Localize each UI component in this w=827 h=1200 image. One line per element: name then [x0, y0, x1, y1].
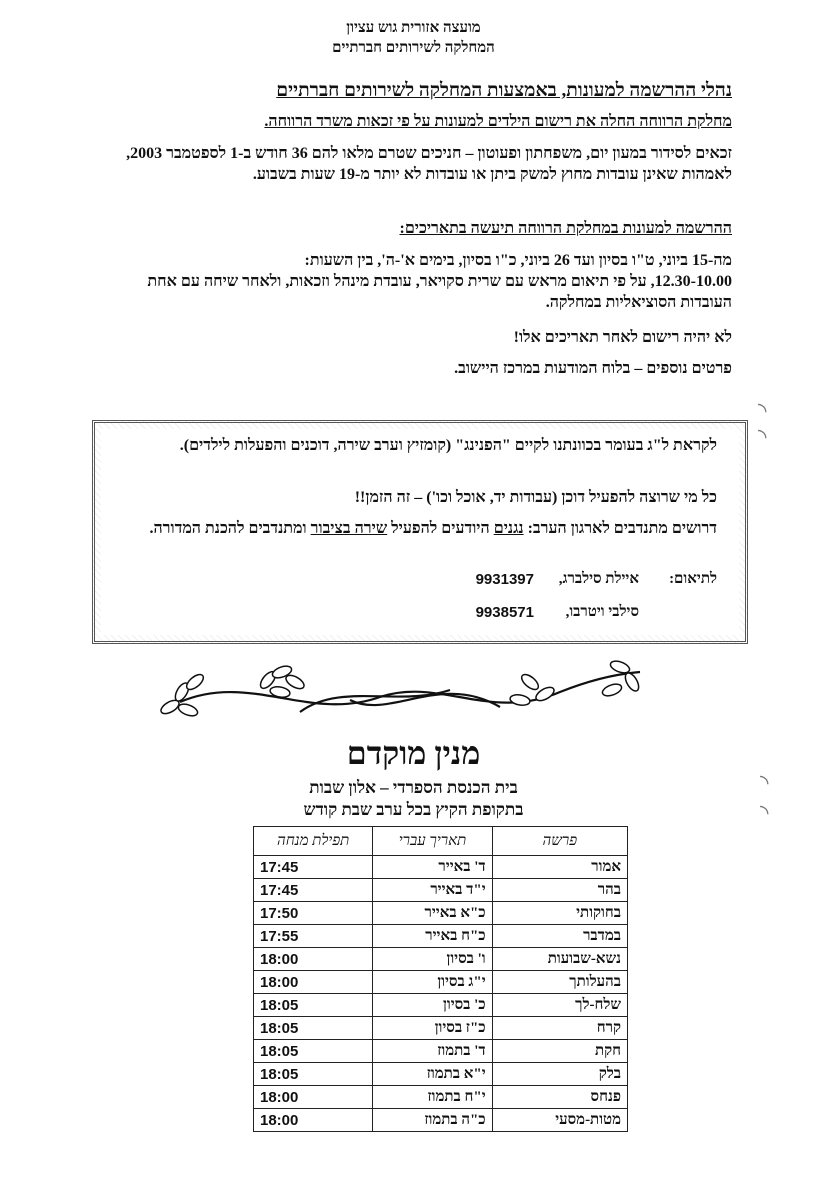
registration-dates: [92, 250, 732, 313]
table-row: [254, 971, 628, 994]
table-row: [254, 1040, 628, 1063]
volunteers-singing: שירה בציבור: [310, 520, 388, 537]
council-name: מועצה אזורית גוש עציון: [346, 20, 481, 36]
date-cell: כ"ה בתמוז: [373, 1109, 492, 1132]
time-cell: 18:05: [254, 1017, 373, 1040]
minyan-location: בית הכנסת הספרדי – אלון שבות: [309, 778, 518, 797]
time-cell: 17:55: [254, 925, 373, 948]
parsha-cell: נשא-שבועות: [492, 948, 627, 971]
minyan-schedule-table: [253, 826, 628, 1132]
time-cell: 18:00: [254, 971, 373, 994]
table-row: [254, 925, 628, 948]
table-row: [254, 1086, 628, 1109]
lag-baomer-notice-box: [92, 420, 748, 644]
date-cell: ד' בתמוז: [373, 1040, 492, 1063]
binder-hole-icon: ◝: [758, 398, 767, 423]
parsha-cell: פנחס: [492, 1086, 627, 1109]
contact-1-name: איילת סילברג,: [558, 571, 639, 587]
more-info-note: פרטים נוספים – בלוח המודעות במרכז היישוב.: [454, 360, 732, 377]
time-cell: 18:00: [254, 948, 373, 971]
volunteers-pre: דרושים מתנדבים לארגון הערב:: [523, 520, 717, 537]
intro-text: מחלקת הרווחה החלה את רישום הילדים למעונות על פי זכאות משרד הרווחה.: [264, 113, 732, 130]
stall-text: כל מי שרוצה להפעיל דוכן (עבודות יד, אוכל וכו') – זה הזמן!!: [354, 489, 717, 506]
binder-hole-icon: ◝: [758, 424, 767, 449]
date-cell: כ' בסיון: [373, 994, 492, 1017]
parsha-cell: מטות-מסעי: [492, 1109, 627, 1132]
contact-1-phone: 9931397: [475, 571, 534, 588]
minyan-title: מנין מוקדם: [346, 735, 481, 771]
table-row: [254, 879, 628, 902]
parsha-cell: שלח-לך: [492, 994, 627, 1017]
date-cell: ד' באייר: [373, 856, 492, 879]
time-cell: 18:05: [254, 994, 373, 1017]
notice-box-inner: [101, 429, 739, 635]
date-cell: י"ח בתמוז: [373, 1086, 492, 1109]
time-cell: 17:45: [254, 879, 373, 902]
volunteers-text: [107, 518, 717, 539]
date-cell: כ"ח באייר: [373, 925, 492, 948]
contact-2-name: סילבי ויטרבו,: [565, 604, 639, 620]
date-cell: י"א בתמוז: [373, 1063, 492, 1086]
parsha-cell: בהר: [492, 879, 627, 902]
volunteers-post: ומתנדבים להכנת המדורה.: [149, 520, 311, 537]
parsha-cell: בלק: [492, 1063, 627, 1086]
eligibility-text: זכאים לסידור במעון יום, משפחתון ופעוטון – חניכים שטרם מלאו להם 36 חודש ב-1 לספטמבר 2003, לאמהות שאינן עובדות מחוץ למשק ביתן או עובדות לא יותר מ-19 שעות בשבוע.: [126, 145, 732, 183]
time-cell: 18:05: [254, 1040, 373, 1063]
time-cell: 17:50: [254, 902, 373, 925]
parsha-cell: בהעלותך: [492, 971, 627, 994]
time-cell: 18:00: [254, 1109, 373, 1132]
department-name: המחלקה לשירותים חברתיים: [332, 40, 495, 56]
binder-hole-icon: ◝: [760, 770, 769, 795]
parsha-cell: בחוקותי: [492, 902, 627, 925]
volunteers-musicians: נגנים: [493, 520, 524, 537]
parsha-cell: חקת: [492, 1040, 627, 1063]
contact-2-phone: 9938571: [475, 604, 534, 621]
page-title: נהלי ההרשמה למעונות, באמצעות המחלקה לשירותים חברתיים: [276, 80, 732, 101]
lag-baomer-text: לקראת ל"ג בעומר בכוונתנו לקיים "הפנינג" (קומזיץ וערב שירה, דוכנים והפעלות לילדים).: [179, 437, 717, 454]
table-row: [254, 994, 628, 1017]
no-registration-note: לא יהיה רישום לאחר תאריכים אלו!: [513, 329, 732, 346]
time-cell: 18:05: [254, 1063, 373, 1086]
date-cell: ו' בסיון: [373, 948, 492, 971]
contact-label: לתיאום:: [669, 571, 717, 587]
header-mincha: תפילת מנחה: [254, 827, 373, 856]
volunteers-mid: היודעים להפעיל: [387, 520, 494, 537]
table-row: [254, 1063, 628, 1086]
registration-line-1: מה-15 ביוני, ט"ו בסיון ועד 26 ביוני, כ"ו בסיון, בימים א'-ה', בין השעות:: [304, 252, 732, 269]
time-cell: 18:00: [254, 1086, 373, 1109]
table-row: [254, 1017, 628, 1040]
table-row: [254, 1109, 628, 1132]
header: [0, 18, 827, 58]
registration-heading: ההרשמה למעונות במחלקת הרווחה תיעשה בתאריכים:: [399, 220, 732, 237]
time-cell: 17:45: [254, 856, 373, 879]
binder-hole-icon: ◝: [760, 800, 769, 825]
registration-line-2: 12.30-10.00, על פי תיאום מראש עם שרית סקויאר, עובדת מינהל וזכאות, ולאחר שיחה עם אחת העובדות הסוציאליות במחלקה.: [147, 273, 732, 311]
parsha-cell: במדבר: [492, 925, 627, 948]
table-row: [254, 948, 628, 971]
date-cell: כ"ז בסיון: [373, 1017, 492, 1040]
leaf-ornament-icon: [150, 652, 650, 732]
date-cell: י"ג בסיון: [373, 971, 492, 994]
table-header-row: [254, 827, 628, 856]
date-cell: כ"א באייר: [373, 902, 492, 925]
parsha-cell: קרח: [492, 1017, 627, 1040]
date-cell: י"ד באייר: [373, 879, 492, 902]
header-parsha: פרשה: [492, 827, 627, 856]
table-row: [254, 902, 628, 925]
parsha-cell: אמור: [492, 856, 627, 879]
table-row: [254, 856, 628, 879]
minyan-period: בתקופת הקיץ בכל ערב שבת קודש: [303, 800, 524, 819]
header-hebrew-date: תאריך עברי: [373, 827, 492, 856]
